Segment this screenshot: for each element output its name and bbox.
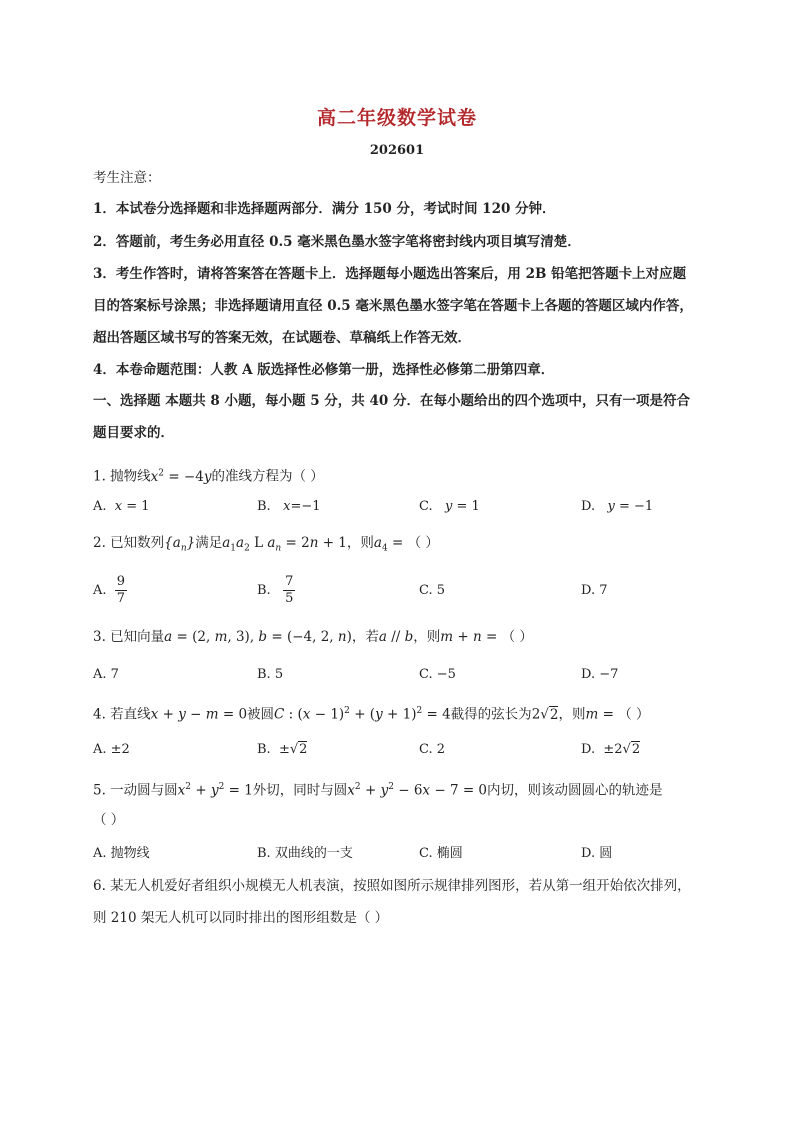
section-heading-line-1: 一、选择题 本题共 8 小题，每小题 5 分，共 40 分．在每小题给出的四个选项中，只有一项是符合 xyxy=(93,393,690,409)
question-4-option-d: D. ±2√2 xyxy=(581,742,641,757)
question-6-line-1: 6. 某无人机爱好者组织小规模无人机表演，按照如图所示规律排列图形，若从第一组开始依次排列， xyxy=(93,878,691,894)
notice-heading: 考生注意： xyxy=(93,170,161,186)
question-5-option-a: A. 抛物线 xyxy=(93,846,150,861)
question-4-option-c: C. 2 xyxy=(419,742,446,757)
exam-title: 高二年级数学试卷 xyxy=(316,107,477,129)
question-1 xyxy=(93,464,324,486)
question-3-option-a: A. 7 xyxy=(93,667,119,682)
notice-item-1: 1．本试卷分选择题和非选择题两部分．满分 150 分，考试时间 120 分钟． xyxy=(93,201,556,217)
question-5-option-d: D. 圆 xyxy=(581,846,613,861)
question-3-option-c: C. −5 xyxy=(419,667,456,682)
question-1-option-b: B. x=−1 xyxy=(257,499,321,514)
question-2-option-b: B. $\frac{7}{5}$ xyxy=(257,574,294,606)
question-5-answer-paren: （ ） xyxy=(93,812,125,828)
question-3-option-d: D. −7 xyxy=(581,667,619,682)
notice-item-2: 2．答题前，考生务必用直径 0.5 毫米黑色墨水签字笔将密封线内项目填写清楚． xyxy=(93,234,581,250)
question-5-option-c: C. 椭圆 xyxy=(419,846,463,861)
question-1-option-c: C. y = 1 xyxy=(419,499,480,514)
question-1-prefix: 1. 抛物线 xyxy=(93,468,151,485)
question-3: 3. 已知向量a = (2, m, 3), b = (−4, 2, n)，若a // b，则m + n = （ ） xyxy=(93,629,533,645)
question-1-equation: $x^2 = -4y$ xyxy=(150,468,212,485)
question-2-option-a: A. $\frac{9}{7}$ xyxy=(93,574,126,606)
notice-item-3-line-3: 超出答题区域书写的答案无效，在试题卷、草稿纸上作答无效． xyxy=(93,330,471,346)
notice-item-3-line-2: 目的答案标号涂黑；非选择题请用直径 0.5 毫米黑色墨水签字笔在答题卡上各题的答题区域内作答， xyxy=(93,298,693,314)
question-1-option-d: D. y = −1 xyxy=(581,499,654,514)
notice-item-4: 4．本卷命题范围：人教 A 版选择性必修第一册，选择性必修第二册第四章． xyxy=(93,362,555,378)
question-1-suffix: 的准线方程为（ ） xyxy=(211,468,324,485)
question-2-option-d: D. 7 xyxy=(581,583,608,598)
question-2-option-c: C. 5 xyxy=(419,583,446,598)
question-2: 2. 已知数列$\{a_n\}$满足$a_1a_2$ L $a_n = 2n + 1$，则$a_4$ = （ ） xyxy=(93,535,439,554)
question-5: 5. 一动圆与圆$x^2 + y^2 = 1$外切，同时与圆$x^2 + y^2 - 6x - 7 = 0$内切，则该动圆圆心的轨迹是 xyxy=(93,782,663,799)
notice-item-3-line-1: 3．考生作答时，请将答案答在答题卡上．选择题每小题选出答案后，用 2B 铅笔把答题卡上对应题 xyxy=(93,266,687,282)
section-heading-line-2: 题目要求的． xyxy=(93,425,174,441)
question-6-line-2: 则 210 架无人机可以同时排出的图形组数是（ ） xyxy=(93,910,389,926)
question-4-option-b: B. ±√2 xyxy=(257,742,308,757)
question-1-option-a: A. x = 1 xyxy=(93,499,150,514)
question-5-option-b: B. 双曲线的一支 xyxy=(257,846,353,861)
question-4: 4. 若直线x + y − m = 0被圆C : $(x - 1)^2 + (y + 1)^2 = 4$截得的弦长为2√2，则m = （ ） xyxy=(93,706,650,723)
question-3-option-b: B. 5 xyxy=(257,667,284,682)
exam-code: 202601 xyxy=(369,143,425,158)
question-4-option-a: A. ±2 xyxy=(93,742,130,757)
